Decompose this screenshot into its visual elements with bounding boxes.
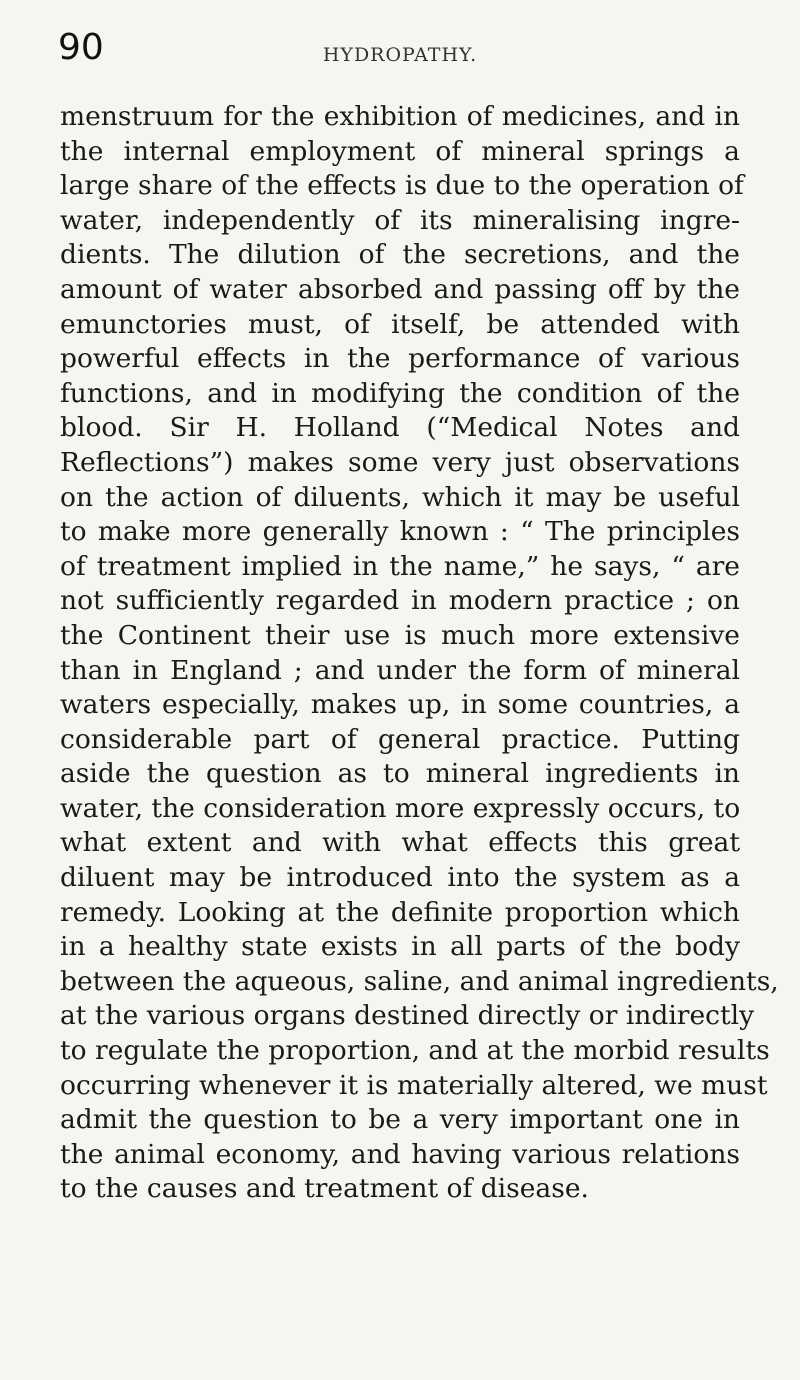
text-line: emunctories must, of itself, be attended with (60, 308, 740, 340)
text-line: the Continent their use is much more extensive (60, 619, 740, 651)
text-line: in a healthy state exists in all parts of the body (60, 931, 740, 963)
text-line: to the causes and treatment of disease. (60, 1173, 589, 1205)
text-line: to make more generally known : “ The principles (60, 516, 740, 548)
text-line: blood. Sir H. Holland (“Medical Notes and (60, 412, 740, 444)
text-line: amount of water absorbed and passing off by the (60, 273, 740, 305)
text-line: dients. The dilution of the secretions, and the (60, 239, 740, 271)
text-line: what extent and with what effects this great (60, 827, 740, 859)
text-line: on the action of diluents, which it may be useful (60, 481, 740, 513)
text-line: of treatment implied in the name,” he says, “ are (60, 550, 740, 582)
text-line: the animal economy, and having various relations (60, 1138, 740, 1170)
text-line: to regulate the proportion, and at the morbid results (60, 1035, 770, 1067)
text-line: waters especially, makes up, in some countries, a (60, 689, 740, 721)
text-line: occurring whenever it is materially altered, we must (60, 1069, 768, 1101)
text-line: aside the question as to mineral ingredients in (60, 758, 740, 790)
running-head: HYDROPATHY. (322, 44, 478, 66)
text-line: functions, and in modifying the condition of the (60, 377, 740, 409)
text-line: powerful effects in the performance of various (60, 343, 740, 375)
text-line: Reflections”) makes some very just observations (60, 446, 740, 478)
text-line: than in England ; and under the form of mineral (60, 654, 740, 686)
text-line: remedy. Looking at the definite proportion which (60, 896, 740, 928)
text-line: not sufficiently regarded in modern practice ; on (60, 585, 740, 617)
text-line: water, the consideration more expressly occurs, to (60, 792, 741, 824)
text-line: considerable part of general practice. Putting (60, 723, 740, 755)
text-line: between the aqueous, saline, and animal ingredients, (60, 965, 779, 997)
body-paragraph (60, 100, 779, 1207)
text-line: menstruum for the exhibition of medicines, and in (60, 101, 740, 132)
text-line: the internal employment of mineral springs a (60, 135, 740, 167)
text-line: admit the question to be a very important one in (60, 1104, 740, 1136)
text-line: water, independently of its mineralising ingre- (60, 204, 740, 236)
text-line: large share of the effects is due to the operation of (60, 170, 744, 202)
text-line: diluent may be introduced into the system as a (60, 862, 740, 894)
page-header (0, 28, 800, 78)
page-number: 90 (58, 27, 104, 68)
text-line: at the various organs destined directly or indirectly (60, 1000, 755, 1032)
